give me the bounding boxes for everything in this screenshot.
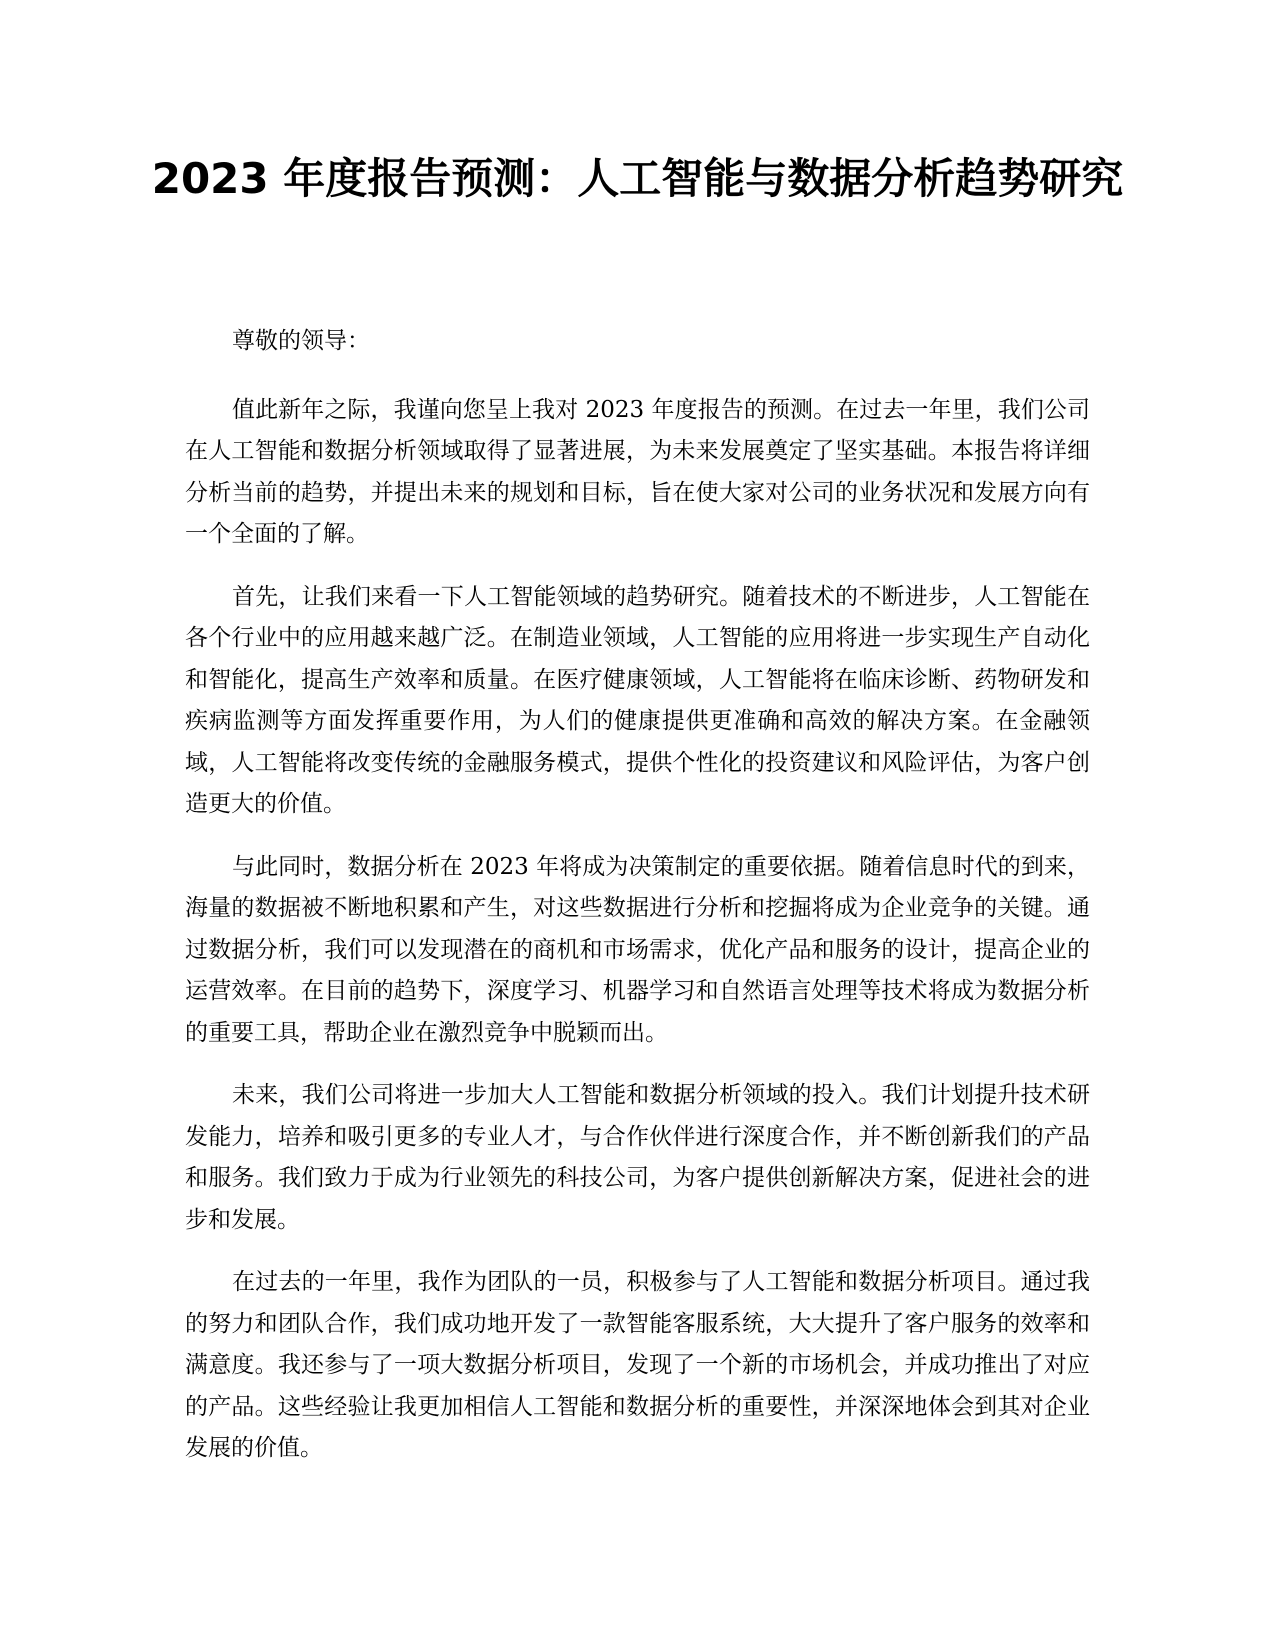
paragraph-future-plans: 未来，我们公司将进一步加大人工智能和数据分析领域的投入。我们计划提升技术研发能力，培养和吸引更多的专业人才，与合作伙伴进行深度合作，并不断创新我们的产品和服务。我们致力于成为行业领先的科技公司，为客户提供创新解决方案，促进社会的进步和发展。: [185, 1082, 1090, 1233]
paragraph-data-analysis: 与此同时，数据分析在 2023 年将成为决策制定的重要依据。随着信息时代的到来，海量的数据被不断地积累和产生，对这些数据进行分析和挖掘将成为企业竞争的关键。通过数据分析，我们可以发现潜在的商机和市场需求，优化产品和服务的设计，提高企业的运营效率。在目前的趋势下，深度学习、机器学习和自然语言处理等技术将成为数据分析的重要工具，帮助企业在激烈竞争中脱颖而出。: [185, 853, 1090, 1046]
salutation: 尊敬的领导：: [232, 328, 370, 354]
document-title: 2023 年度报告预测：人工智能与数据分析趋势研究: [151, 154, 1124, 203]
paragraph-intro: 值此新年之际，我谨向您呈上我对 2023 年度报告的预测。在过去一年里，我们公司在人工智能和数据分析领域取得了显著进展，为未来发展奠定了坚实基础。本报告将详细分析当前的趋势，并提出未来的规划和目标，旨在使大家对公司的业务状况和发展方向有一个全面的了解。: [185, 396, 1090, 547]
paragraph-ai-trends: 首先，让我们来看一下人工智能领域的趋势研究。随着技术的不断进步，人工智能在各个行业中的应用越来越广泛。在制造业领域，人工智能的应用将进一步实现生产自动化和智能化，提高生产效率和质量。在医疗健康领域，人工智能将在临床诊断、药物研发和疾病监测等方面发挥重要作用，为人们的健康提供更准确和高效的解决方案。在金融领域，人工智能将改变传统的金融服务模式，提供个性化的投资建议和风险评估，为客户创造更大的价值。: [185, 583, 1090, 817]
document-body: [185, 321, 1090, 1491]
paragraph-personal-experience: 在过去的一年里，我作为团队的一员，积极参与了人工智能和数据分析项目。通过我的努力和团队合作，我们成功地开发了一款智能客服系统，大大提升了客户服务的效率和满意度。我还参与了一项大数据分析项目，发现了一个新的市场机会，并成功推出了对应的产品。这些经验让我更加相信人工智能和数据分析的重要性，并深深地体会到其对企业发展的价值。: [185, 1269, 1090, 1461]
